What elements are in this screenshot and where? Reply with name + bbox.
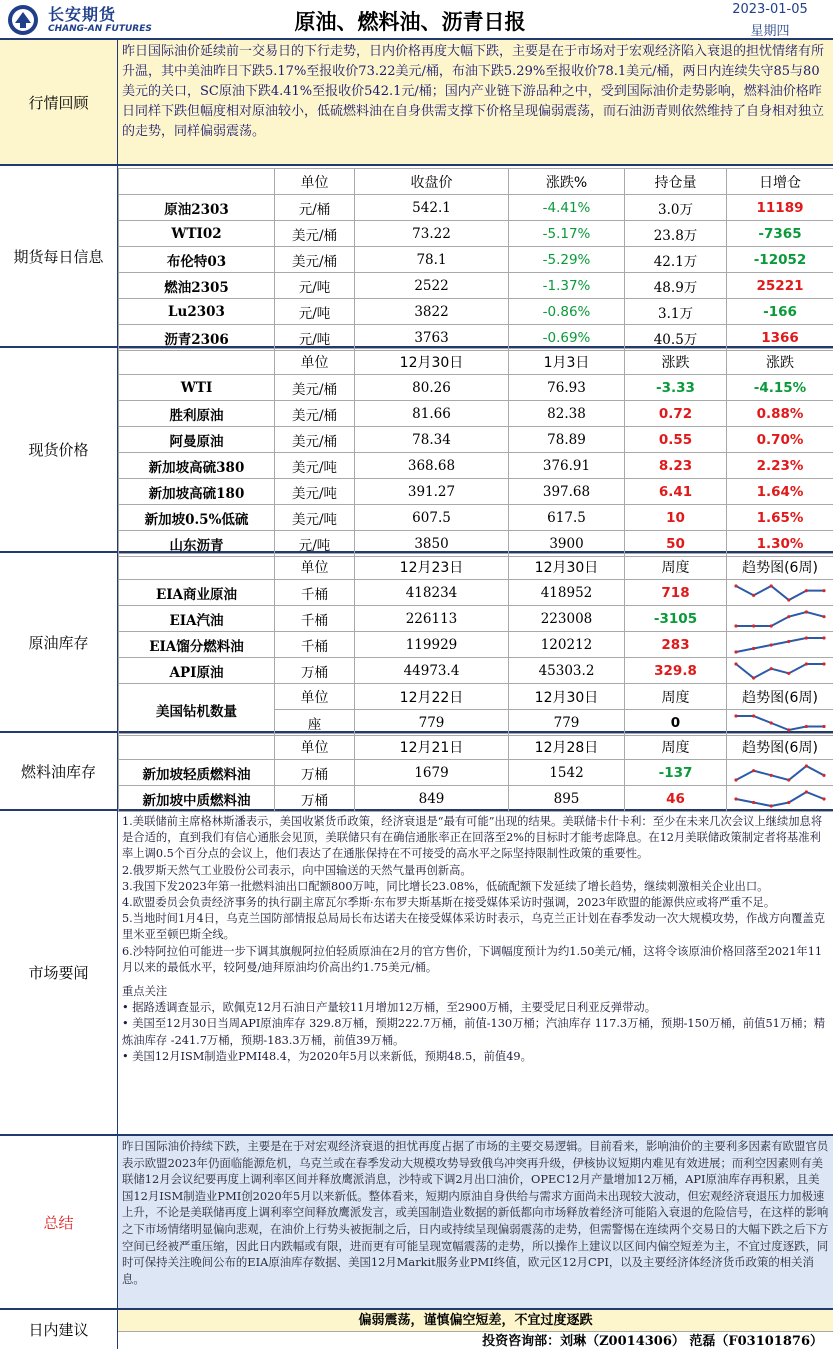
trend-point — [822, 773, 825, 776]
trend-chart — [727, 786, 833, 812]
price-2: 82.38 — [509, 401, 625, 427]
trend-line — [736, 716, 824, 730]
open-interest: 48.9万 — [625, 273, 727, 299]
spot-name: 新加坡高硫180 — [119, 479, 275, 505]
close-price: 3763 — [355, 325, 509, 351]
price-change-pct: 0.70% — [727, 427, 833, 453]
rig-weekly-change: 0 — [625, 710, 727, 736]
futures-header-cell — [119, 169, 275, 195]
inventory-row — [119, 658, 833, 684]
unit: 元/吨 — [275, 273, 355, 299]
price-1: 3850 — [355, 531, 509, 557]
unit: 美元/桶 — [275, 221, 355, 247]
contract-name: WTI02 — [119, 221, 275, 247]
crude-header-cell — [119, 554, 275, 580]
futures-header-row — [119, 169, 833, 195]
futures-row — [119, 221, 833, 247]
open-interest: 3.1万 — [625, 299, 727, 325]
futures-label: 期货每日信息 — [0, 166, 118, 346]
spot-header-cell — [119, 349, 275, 375]
crude-header-cell: 单位 — [275, 554, 355, 580]
trend-chart — [727, 606, 833, 632]
fuel-header-cell: 单位 — [275, 734, 355, 760]
trend-point — [787, 671, 790, 674]
trend-line — [736, 586, 824, 600]
spot-header-row — [119, 349, 833, 375]
trend-point — [752, 769, 755, 772]
trend-point — [805, 724, 808, 727]
price-change: 0.72 — [625, 401, 727, 427]
trend-point — [822, 662, 825, 665]
fuel-header-cell: 12月28日 — [509, 734, 625, 760]
unit: 万桶 — [275, 786, 355, 812]
trend-sparkline — [732, 635, 828, 655]
trend-point — [805, 764, 808, 767]
crude-header-cell: 趋势图(6周) — [727, 554, 833, 580]
price-change-pct: 0.88% — [727, 401, 833, 427]
unit: 美元/桶 — [275, 401, 355, 427]
trend-point — [752, 800, 755, 803]
rig-header-cell: 单位 — [275, 684, 355, 710]
futures-row — [119, 273, 833, 299]
weekly-change: -137 — [625, 760, 727, 786]
rig-unit: 座 — [275, 710, 355, 736]
futures-row — [119, 247, 833, 273]
fuel-header-cell — [119, 734, 275, 760]
price-change: 10 — [625, 505, 727, 531]
spot-row — [119, 453, 833, 479]
value-1: 226113 — [355, 606, 509, 632]
trend-point — [787, 598, 790, 601]
price-1: 368.68 — [355, 453, 509, 479]
trend-sparkline — [732, 661, 828, 681]
spot-row — [119, 505, 833, 531]
trend-point — [805, 589, 808, 592]
trend-sparkline — [732, 763, 828, 783]
spot-row — [119, 375, 833, 401]
summary-label: 总结 — [0, 1136, 118, 1308]
trend-line — [736, 766, 824, 780]
news-item: 6.沙特阿拉伯可能进一步下调其旗舰阿拉伯轻质原油在2月的官方售价，下调幅度预计为约1.50美元/桶，这将令该原油价格回落至2021年11月以来的最低水平，较阿曼/迪拜原油均价高出约1.75美元/桶。 — [122, 944, 829, 976]
futures-table — [118, 168, 833, 351]
trend-point — [770, 667, 773, 670]
report-title: 原油、燃料油、沥青日报 — [200, 6, 620, 36]
futures-header-cell: 收盘价 — [355, 169, 509, 195]
trend-point — [822, 636, 825, 639]
close-price: 542.1 — [355, 195, 509, 221]
contract-name: 布伦特03 — [119, 247, 275, 273]
daily-position-change: -12052 — [727, 247, 833, 273]
trend-line — [736, 638, 824, 652]
trend-point — [734, 624, 737, 627]
fuel-header-row — [119, 734, 833, 760]
close-price: 2522 — [355, 273, 509, 299]
price-change-pct: -4.15% — [727, 375, 833, 401]
unit: 美元/吨 — [275, 453, 355, 479]
spot-header-cell: 涨跌 — [625, 349, 727, 375]
unit: 美元/桶 — [275, 427, 355, 453]
review-section — [0, 40, 833, 166]
price-change: -3.33 — [625, 375, 727, 401]
report-weekday: 星期四 — [715, 20, 825, 39]
rig-header-cell: 12月30日 — [509, 684, 625, 710]
futures-header-cell: 单位 — [275, 169, 355, 195]
inventory-name: 新加坡中质燃料油 — [119, 786, 275, 812]
spot-row — [119, 401, 833, 427]
inventory-row — [119, 632, 833, 658]
trend-point — [734, 650, 737, 653]
trend-chart — [727, 580, 833, 606]
suggestion-text: 偏弱震荡，谨慎偏空短差，不宜过度逐跌 — [118, 1310, 833, 1332]
unit: 美元/吨 — [275, 505, 355, 531]
price-2: 76.93 — [509, 375, 625, 401]
inventory-row — [119, 580, 833, 606]
daily-position-change: 11189 — [727, 195, 833, 221]
logo-cn-text: 长安期货 — [48, 2, 116, 25]
price-2: 397.68 — [509, 479, 625, 505]
crude-header-row — [119, 554, 833, 580]
trend-point — [752, 624, 755, 627]
weekly-change: 46 — [625, 786, 727, 812]
spot-table — [118, 348, 833, 557]
value-2: 45303.2 — [509, 658, 625, 684]
trend-point — [770, 643, 773, 646]
suggestion-section — [0, 1310, 833, 1349]
news-item: 2.俄罗斯天然气工业股份公司表示，向中国输送的天然气量再创新高。 — [122, 863, 829, 879]
futures-row — [119, 299, 833, 325]
futures-header-cell: 日增仓 — [727, 169, 833, 195]
unit: 万桶 — [275, 760, 355, 786]
futures-header-cell: 涨跌% — [509, 169, 625, 195]
trend-point — [770, 773, 773, 776]
trend-point — [787, 778, 790, 781]
trend-chart — [727, 760, 833, 786]
spot-name: 新加坡0.5%低硫 — [119, 505, 275, 531]
news-item: 3.我国下发2023年第一批燃料油出口配额800万吨，同比增长23.08%，低硫配额下发延续了增长趋势，继续刺激相关企业出口。 — [122, 879, 829, 895]
crude-header-cell: 12月30日 — [509, 554, 625, 580]
news-label: 市场要闻 — [0, 811, 118, 1134]
crude-header-cell: 12月23日 — [355, 554, 509, 580]
fuel-header-cell: 12月21日 — [355, 734, 509, 760]
trend-sparkline — [732, 789, 828, 809]
price-2: 376.91 — [509, 453, 625, 479]
trend-point — [752, 593, 755, 596]
weekly-change: 283 — [625, 632, 727, 658]
trend-point — [734, 778, 737, 781]
inventory-name: EIA汽油 — [119, 606, 275, 632]
open-interest: 42.1万 — [625, 247, 727, 273]
news-section — [0, 811, 833, 1136]
report-header — [0, 0, 833, 40]
trend-line — [736, 792, 824, 806]
weekly-change: -3105 — [625, 606, 727, 632]
futures-header-cell: 持仓量 — [625, 169, 727, 195]
spot-name: WTI — [119, 375, 275, 401]
review-label: 行情回顾 — [0, 40, 118, 164]
rig-header-cell: 趋势图(6周) — [727, 684, 833, 710]
unit: 元/吨 — [275, 531, 355, 557]
trend-line — [736, 612, 824, 626]
trend-sparkline — [732, 609, 828, 629]
close-price: 73.22 — [355, 221, 509, 247]
futures-row — [119, 195, 833, 221]
trend-point — [770, 584, 773, 587]
rig-header-row — [119, 684, 833, 710]
spot-name: 新加坡高硫380 — [119, 453, 275, 479]
value-2: 418952 — [509, 580, 625, 606]
focus-item: • 据路透调查显示，欧佩克12月石油日产量较11月增加12万桶，至2900万桶，主要受尼日利亚反弹带动。 — [122, 1000, 829, 1016]
company-logo-icon — [4, 3, 46, 37]
summary-section — [0, 1136, 833, 1310]
trend-point — [770, 624, 773, 627]
spot-header-cell: 1月3日 — [509, 349, 625, 375]
advisor-credit: 投资咨询部：刘琳（Z0014306） 范磊（F03101876） — [118, 1332, 833, 1352]
spot-header-cell: 单位 — [275, 349, 355, 375]
price-2: 3900 — [509, 531, 625, 557]
unit: 千桶 — [275, 632, 355, 658]
daily-position-change: 1366 — [727, 325, 833, 351]
inventory-row — [119, 760, 833, 786]
trend-point — [805, 662, 808, 665]
trend-point — [734, 584, 737, 587]
price-1: 607.5 — [355, 505, 509, 531]
price-change-pct: 1.65% — [727, 505, 833, 531]
trend-point — [770, 721, 773, 724]
trend-point — [734, 797, 737, 800]
price-change-pct: 1.64% — [727, 479, 833, 505]
rig-value-2: 779 — [509, 710, 625, 736]
unit: 千桶 — [275, 606, 355, 632]
change-pct: -1.37% — [509, 273, 625, 299]
value-2: 223008 — [509, 606, 625, 632]
price-1: 81.66 — [355, 401, 509, 427]
rig-count-label: 美国钻机数量 — [119, 684, 275, 736]
inventory-name: 新加坡轻质燃料油 — [119, 760, 275, 786]
open-interest: 23.8万 — [625, 221, 727, 247]
value-2: 1542 — [509, 760, 625, 786]
fuel-inventory-section — [0, 733, 833, 811]
focus-title: 重点关注 — [122, 984, 829, 1000]
inventory-name: API原油 — [119, 658, 275, 684]
price-2: 78.89 — [509, 427, 625, 453]
unit: 万桶 — [275, 658, 355, 684]
weekly-change: 718 — [625, 580, 727, 606]
rig-trend-chart — [727, 710, 833, 736]
logo-en-text: CHANG-AN FUTURES — [48, 24, 152, 34]
trend-sparkline — [732, 583, 828, 603]
summary-text: 昨日国际油价持续下跌，主要是在于对宏观经济衰退的担忧再度占据了市场的主要交易逻辑。目前看来，影响油价的主要利多因素有欧盟官员表示欧盟2023年仍面临能源危机，乌克兰或在春季发动大规模攻势导致俄乌冲突再升级，伊核协议短期内难见有效进展；而利空因素则有美联储12月会议纪要再度上调利率区间并释放鹰派消息，沙特或下调2月出口油价，OPEC12月产量增加12万桶，API原油库存再积累，且美国12月ISM制造业PMI创2020年5月以来新低。整体看来，短期内原油自身供给与需求方面尚未出现较大波动，但宏观经济衰退压力加极速上升，不论是美联储再度上调利率空间释放鹰派发言，或美国制造业数据的新低都向市场释放着经济可能陷入衰退的危险信号，在这样的影响之下市场情绪明显偏向悲观，在油价上行势头被扼制之后，日内或持续呈现偏弱震荡的走势，但需警惕在连续两个交易日的大幅下跌之后下方空间已经被严重压缩，因此日内跌幅或有限，进而更有可能呈现宽幅震荡的走势，所以操作上建议以区间内偏空短差为主，不宜过度逐跌，同时可保持关注晚间公布的EIA原油库存数据、美国12月Markit服务业PMI终值，欧元区12月CPI，以及主要经济体经济货币政策的相关消息。 — [118, 1136, 833, 1308]
spot-label: 现货价格 — [0, 348, 118, 551]
price-change: 6.41 — [625, 479, 727, 505]
daily-position-change: 25221 — [727, 273, 833, 299]
news-item: 1.美联储前主席格林斯潘表示，美国收紧货币政策，经济衰退是“最有可能”出现的结果。美联储卡什卡利：至少在未来几次会议上继续加息将是合适的，直到我们有信心通胀会见顶，美联储只有在确信通胀率正在回落至2%的目标时才能考虑降息。在12月美联储政策制定者将基准利率上调0.5个百分点的会议上，他们表达了在通胀保持在不可接受的高水平之际坚持限制性政策的重要性。 — [122, 814, 829, 863]
price-1: 80.26 — [355, 375, 509, 401]
trend-point — [822, 615, 825, 618]
trend-point — [752, 714, 755, 717]
price-change: 0.55 — [625, 427, 727, 453]
value-1: 418234 — [355, 580, 509, 606]
value-1: 44973.4 — [355, 658, 509, 684]
trend-point — [822, 589, 825, 592]
news-item: 5.当地时间1月4日，乌克兰国防部情报总局局长布达诺夫在接受媒体采访时表示，乌克兰正计划在春季发动一次大规模攻势，作战方向覆盖克里米亚至顿巴斯全线。 — [122, 911, 829, 943]
close-price: 3822 — [355, 299, 509, 325]
change-pct: -0.86% — [509, 299, 625, 325]
trend-point — [787, 800, 790, 803]
value-1: 849 — [355, 786, 509, 812]
contract-name: 原油2303 — [119, 195, 275, 221]
price-2: 617.5 — [509, 505, 625, 531]
spot-name: 山东沥青 — [119, 531, 275, 557]
futures-section — [0, 166, 833, 348]
change-pct: -5.29% — [509, 247, 625, 273]
contract-name: 沥青2306 — [119, 325, 275, 351]
price-change: 50 — [625, 531, 727, 557]
price-1: 391.27 — [355, 479, 509, 505]
trend-point — [770, 804, 773, 807]
trend-point — [787, 639, 790, 642]
contract-name: 燃油2305 — [119, 273, 275, 299]
focus-item: • 美国12月ISM制造业PMI48.4，为2020年5月以来新低，预期48.5，前值49。 — [122, 1049, 829, 1065]
trend-line — [736, 664, 824, 678]
review-text: 昨日国际油价延续前一交易日的下行走势，日内价格再度大幅下跌，主要是在于市场对于宏观经济陷入衰退的担忧情绪有所升温，其中美油昨日下跌5.17%至报收价73.22美元/桶，布油下跌5.29%至报收价78.1美元/桶，两日内连续失守85与80美元的关口，SC原油下跌4.41%至报收价542.1元/桶；国内产业链下游品种之中，受到国际油价走势影响，燃料油价格昨日同样下跌但幅度相对原油较小，低硫燃料油在自身供需支撑下价格呈现偏弱震荡，而石油沥青则依然维持了自身相对独立的走势，同样偏弱震荡。 — [118, 40, 833, 164]
trend-chart — [727, 658, 833, 684]
fuel-header-cell: 周度 — [625, 734, 727, 760]
value-1: 119929 — [355, 632, 509, 658]
contract-name: Lu2303 — [119, 299, 275, 325]
trend-point — [787, 615, 790, 618]
spot-header-cell: 12月30日 — [355, 349, 509, 375]
unit: 美元/桶 — [275, 247, 355, 273]
unit: 美元/桶 — [275, 375, 355, 401]
price-change-pct: 2.23% — [727, 453, 833, 479]
report-date: 2023-01-05 — [715, 2, 825, 17]
trend-point — [805, 636, 808, 639]
trend-point — [805, 790, 808, 793]
price-1: 78.34 — [355, 427, 509, 453]
rig-header-cell: 12月22日 — [355, 684, 509, 710]
trend-point — [752, 646, 755, 649]
fuel-header-cell: 趋势图(6周) — [727, 734, 833, 760]
focus-item: • 美国至12月30日当周API原油库存 329.8万桶，预期222.7万桶，前值-130万桶；汽油库存 117.3万桶，预期-150万桶，前值51万桶；精炼油库存 -241.7万桶，预期-183.3万桶，前值39万桶。 — [122, 1016, 829, 1048]
spot-name: 阿曼原油 — [119, 427, 275, 453]
crude-header-cell: 周度 — [625, 554, 727, 580]
trend-point — [822, 797, 825, 800]
crude-inventory-table — [118, 553, 833, 736]
value-2: 120212 — [509, 632, 625, 658]
weekly-change: 329.8 — [625, 658, 727, 684]
news-body — [118, 811, 833, 1134]
open-interest: 3.0万 — [625, 195, 727, 221]
news-item: 4.欧盟委员会负责经济事务的执行副主席瓦尔季斯·东布罗夫斯基斯在接受媒体采访时强调，2023年欧盟的能源供应或将严重不足。 — [122, 895, 829, 911]
daily-position-change: -166 — [727, 299, 833, 325]
inventory-row — [119, 606, 833, 632]
trend-point — [787, 728, 790, 731]
crude-inventory-section — [0, 553, 833, 733]
rig-value-1: 779 — [355, 710, 509, 736]
inventory-row — [119, 786, 833, 812]
trend-point — [734, 714, 737, 717]
open-interest: 40.5万 — [625, 325, 727, 351]
spot-header-cell: 涨跌 — [727, 349, 833, 375]
spot-row — [119, 479, 833, 505]
suggestion-label: 日内建议 — [0, 1310, 118, 1349]
trend-point — [734, 662, 737, 665]
change-pct: -4.41% — [509, 195, 625, 221]
rig-header-cell: 周度 — [625, 684, 727, 710]
unit: 千桶 — [275, 580, 355, 606]
futures-row — [119, 325, 833, 351]
trend-point — [805, 610, 808, 613]
inventory-name: EIA馏分燃料油 — [119, 632, 275, 658]
unit: 元/桶 — [275, 195, 355, 221]
crude-inventory-label: 原油库存 — [0, 553, 118, 731]
unit: 美元/吨 — [275, 479, 355, 505]
trend-chart — [727, 632, 833, 658]
unit: 元/吨 — [275, 299, 355, 325]
change-pct: -0.69% — [509, 325, 625, 351]
fuel-inventory-table — [118, 733, 833, 812]
spot-name: 胜利原油 — [119, 401, 275, 427]
value-2: 895 — [509, 786, 625, 812]
unit: 元/吨 — [275, 325, 355, 351]
value-1: 1679 — [355, 760, 509, 786]
trend-sparkline — [732, 713, 828, 733]
price-change: 8.23 — [625, 453, 727, 479]
change-pct: -5.17% — [509, 221, 625, 247]
close-price: 78.1 — [355, 247, 509, 273]
inventory-name: EIA商业原油 — [119, 580, 275, 606]
spot-section — [0, 348, 833, 553]
spot-row — [119, 427, 833, 453]
daily-position-change: -7365 — [727, 221, 833, 247]
fuel-inventory-label: 燃料油库存 — [0, 733, 118, 809]
trend-point — [752, 676, 755, 679]
trend-point — [822, 724, 825, 727]
price-change-pct: 1.30% — [727, 531, 833, 557]
